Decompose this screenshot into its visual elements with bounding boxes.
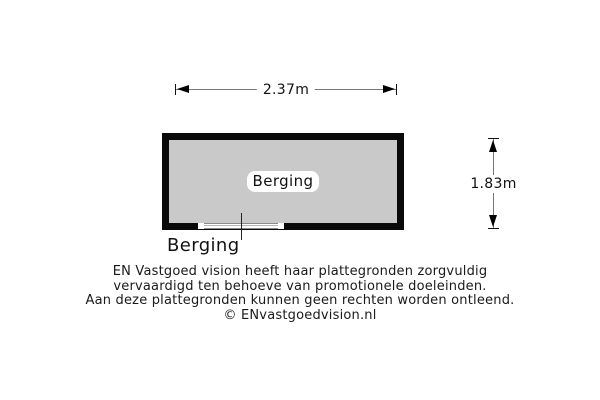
disclaimer-line: vervaardigd ten behoeve van promotionele doeleinden. [113, 278, 487, 294]
dimension-end-cap [488, 228, 499, 229]
arrow-up-icon [489, 140, 497, 152]
arrow-left-icon [177, 85, 189, 93]
window-center-tick [241, 213, 242, 240]
disclaimer-text [0, 265, 600, 323]
room-caption: Berging [167, 235, 240, 256]
disclaimer-line: EN Vastgoed vision heeft haar plattegronden zorgvuldig [112, 264, 488, 279]
copyright-line: © ENvastgoedvision.nl [223, 307, 377, 323]
dimension-end-cap [488, 138, 499, 139]
arrow-right-icon [383, 85, 395, 93]
room-name-label: Berging [247, 171, 320, 192]
room-berging [162, 133, 404, 230]
width-dimension-label: 2.37m [257, 82, 315, 98]
disclaimer-line: Aan deze plattegronden kunnen geen rechten worden ontleend. [85, 293, 515, 309]
height-dimension-label: 1.83m [466, 175, 520, 193]
arrow-down-icon [489, 215, 497, 227]
height-dimension [470, 138, 517, 229]
window-frame-right [278, 223, 284, 229]
dimension-end-cap [396, 84, 397, 95]
width-dimension [175, 83, 397, 96]
dimension-end-cap [175, 84, 176, 95]
